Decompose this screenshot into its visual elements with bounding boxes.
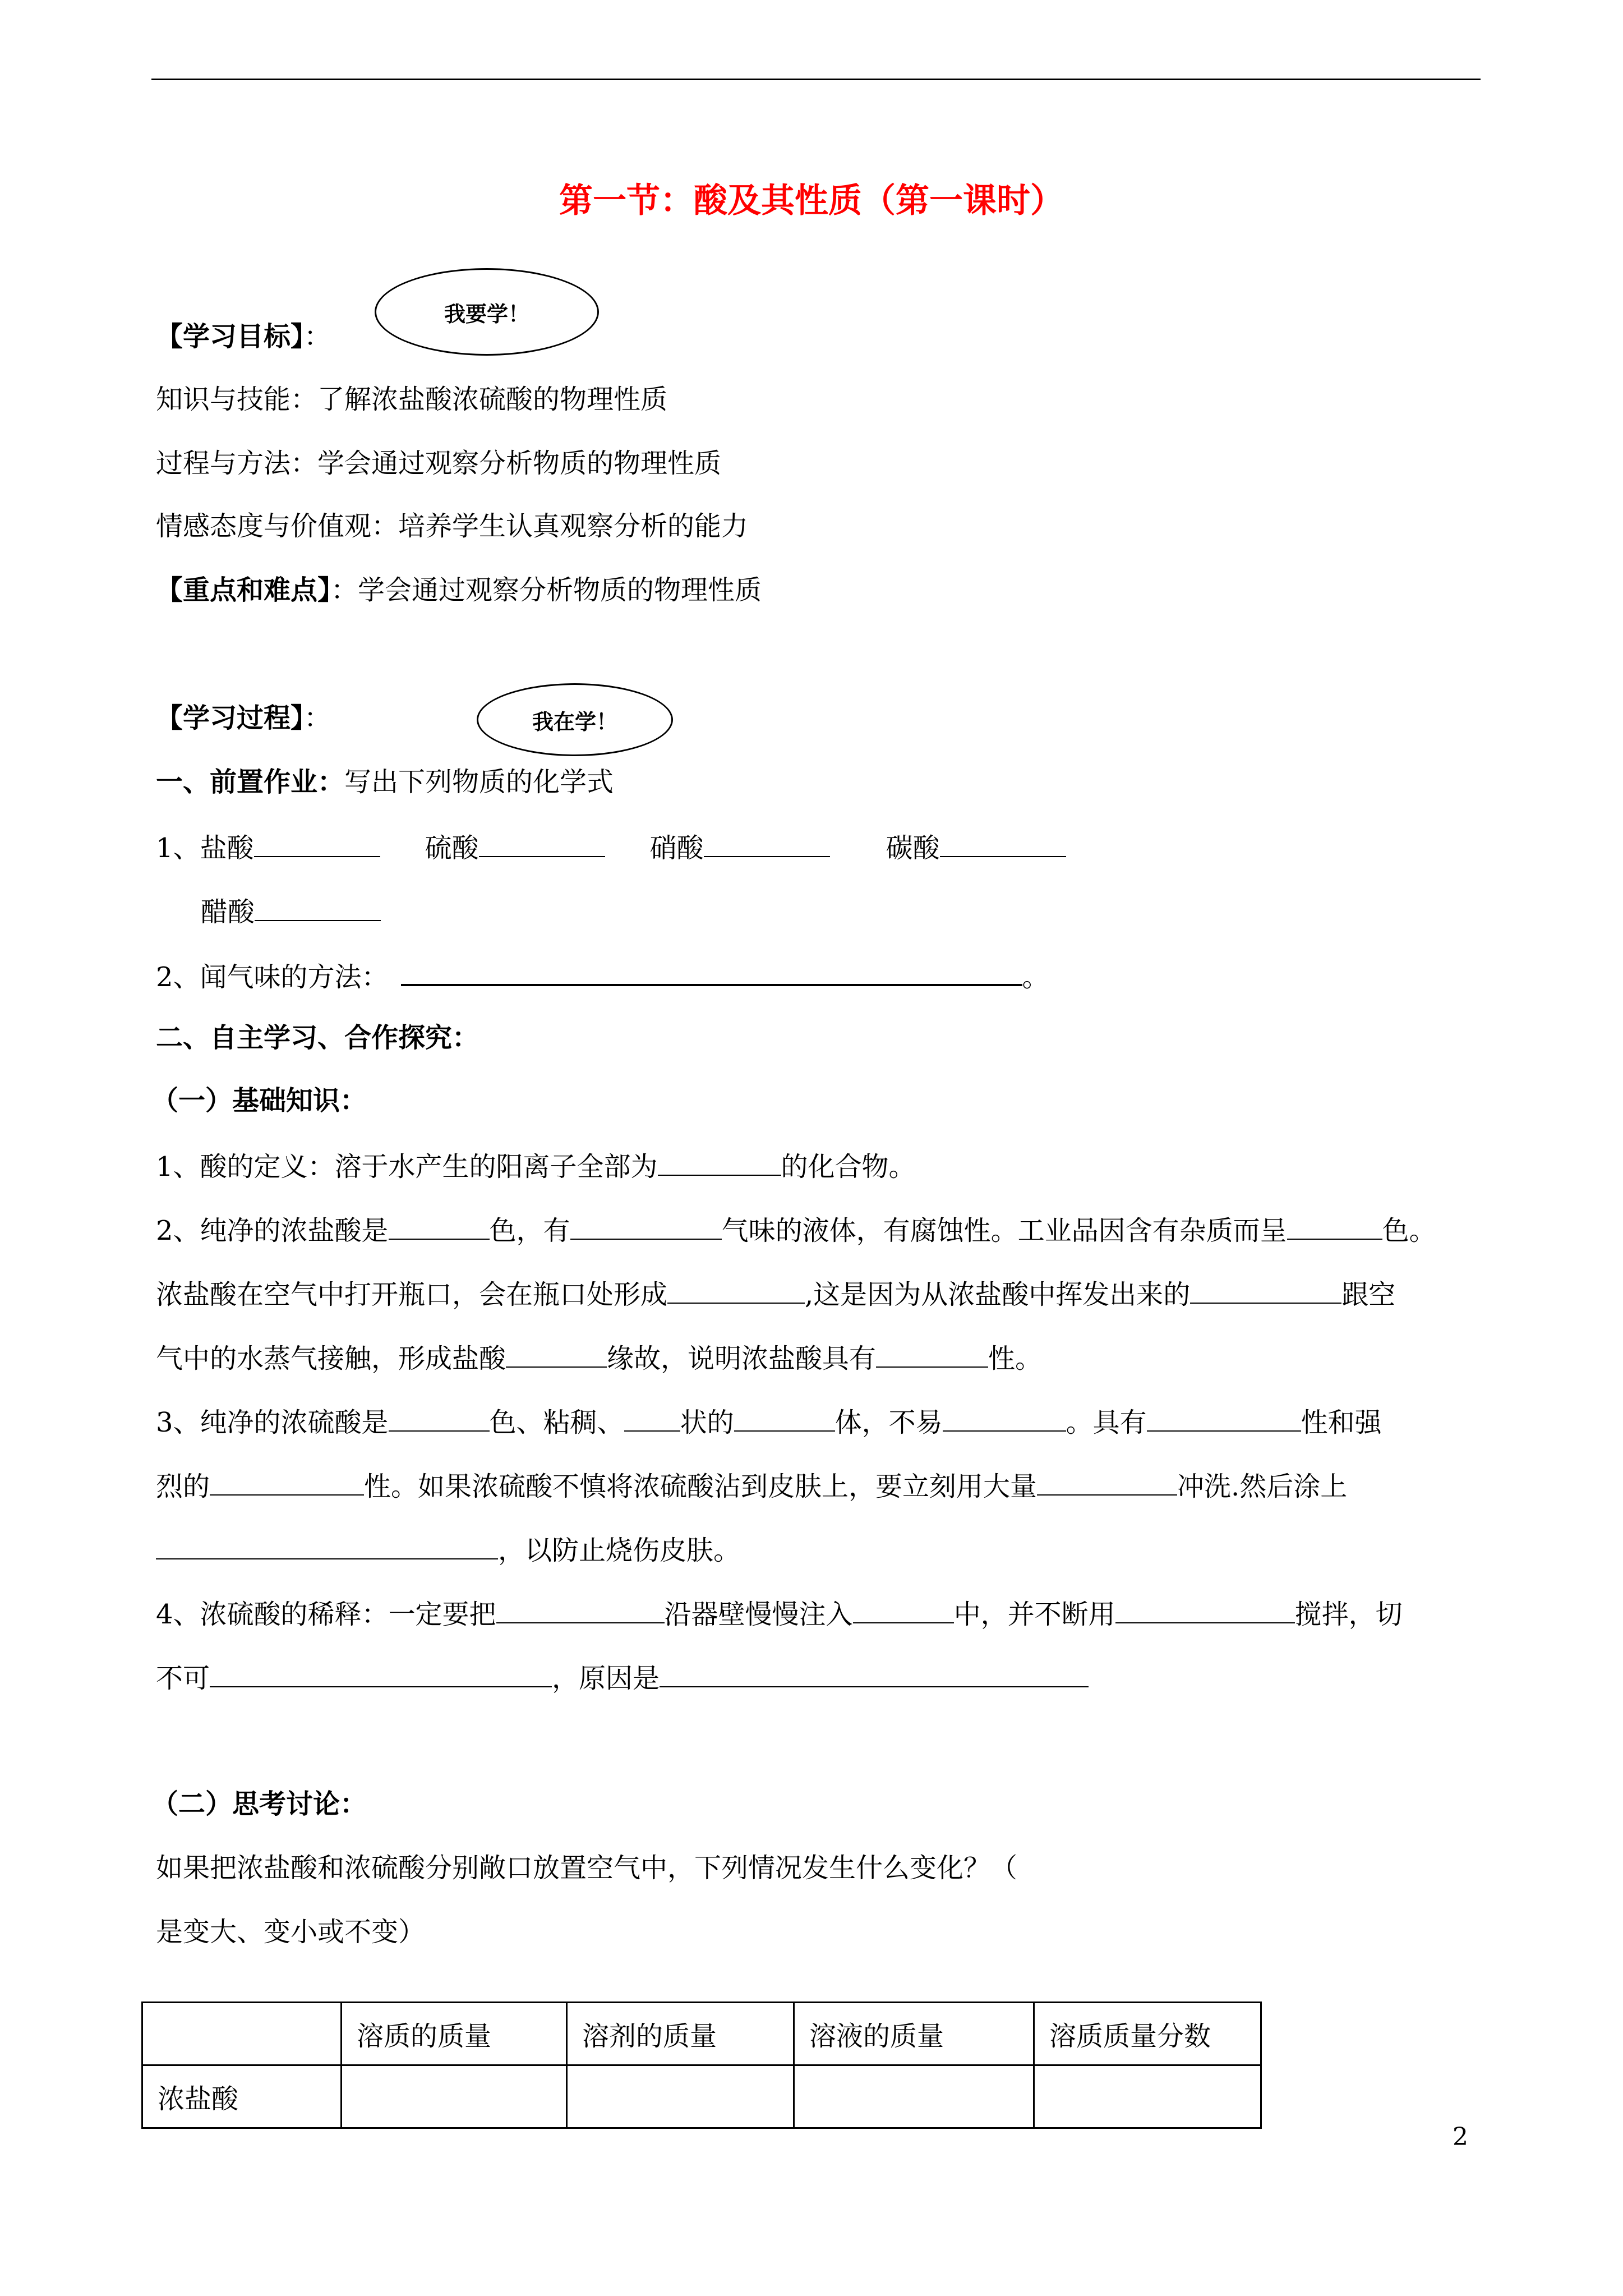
answer-blank[interactable] [156, 1530, 498, 1559]
objective-knowledge: 知识与技能：了解浓盐酸浓硫酸的物理性质 [156, 384, 668, 415]
speech-bubble-learning [477, 683, 673, 756]
question-text: 。具有 [1066, 1407, 1147, 1438]
question-text: 2、纯净的浓盐酸是 [156, 1215, 389, 1246]
answer-blank[interactable] [254, 828, 380, 857]
table-header-cell: 溶液的质量 [794, 2003, 1034, 2065]
question-text: 3、纯净的浓硫酸是 [156, 1407, 389, 1438]
answer-blank[interactable] [496, 1594, 665, 1623]
question-text: 搅拌，切 [1294, 1599, 1403, 1630]
question-text: 沿器壁慢慢注入 [664, 1599, 853, 1630]
answer-blank[interactable] [210, 1658, 552, 1687]
table-cell[interactable] [567, 2065, 794, 2128]
bubble-text: 我要学！ [444, 301, 529, 326]
answer-blank[interactable] [1037, 1466, 1177, 1496]
question-text: 气味的液体，有腐蚀性。工业品因含有杂质而呈 [721, 1215, 1287, 1246]
acid-formula-row-2 [201, 892, 381, 930]
answer-blank[interactable] [660, 1658, 1089, 1687]
question-3-line-1 [156, 1402, 1382, 1441]
question-text: ,这是因为从浓盐酸中挥发出来的 [805, 1279, 1191, 1310]
answer-blank[interactable] [1147, 1402, 1301, 1432]
question-2-line-2 [156, 1274, 1395, 1313]
process-colon: ： [304, 702, 331, 734]
answer-blank[interactable] [704, 828, 830, 857]
question-text: ，以防止烧伤皮肤。 [498, 1535, 741, 1566]
smell-method-label: 2、闻气味的方法： [156, 961, 389, 993]
answer-blank[interactable] [506, 1338, 607, 1368]
answer-blank[interactable] [1115, 1594, 1295, 1623]
table-header-cell: 溶剂的质量 [567, 2003, 794, 2065]
bubble-text: 我在学！ [532, 708, 617, 734]
question-text: 性和强 [1301, 1407, 1382, 1438]
answer-blank[interactable] [1190, 1274, 1341, 1304]
answer-blank[interactable] [479, 828, 605, 857]
acid-label-carbonic: 碳酸 [886, 832, 940, 864]
answer-blank[interactable] [658, 1147, 781, 1176]
question-2-line-3 [156, 1338, 1042, 1377]
question-text: 缘故，说明浓盐酸具有 [607, 1343, 877, 1374]
answer-blank[interactable] [876, 1338, 988, 1368]
answer-blank[interactable] [1287, 1211, 1382, 1240]
question-4-line-1 [156, 1594, 1403, 1632]
process-heading: 【学习过程】 [156, 702, 305, 734]
acid-formula-row [156, 828, 1066, 866]
question-text: 气中的水蒸气接触，形成盐酸 [156, 1343, 506, 1374]
question-text: 跟空 [1341, 1279, 1396, 1310]
question-text: 色，有 [489, 1215, 570, 1246]
header-rule [151, 79, 1481, 80]
question-text: 性。 [988, 1343, 1043, 1374]
question-text: 不可 [156, 1663, 210, 1694]
question-4-line-2 [156, 1658, 1089, 1696]
table-cell[interactable] [794, 2065, 1034, 2128]
answer-blank[interactable] [210, 1466, 364, 1496]
table-header-cell: 溶质的质量 [342, 2003, 567, 2065]
key-points-heading: 【重点和难点】 [156, 574, 331, 606]
question-text: 色。 [1382, 1215, 1436, 1246]
objectives-colon: ： [304, 321, 331, 352]
question-text: 体，不易 [834, 1407, 943, 1438]
question-text: 色、粘稠、 [489, 1407, 624, 1438]
question-3-line-2 [156, 1466, 1347, 1504]
answer-blank[interactable] [734, 1402, 835, 1432]
speech-bubble-learn [375, 268, 599, 356]
question-text: 状的 [680, 1407, 734, 1438]
item-number: 1、 [156, 832, 200, 864]
acid-label-nitric: 硝酸 [649, 832, 704, 864]
question-text: 4、浓硫酸的稀释：一定要把 [156, 1599, 496, 1630]
section1-heading: 一、前置作业： [156, 766, 345, 798]
table-header-cell: 溶质质量分数 [1034, 2003, 1261, 2065]
question-1 [156, 1147, 916, 1185]
answer-blank[interactable] [940, 828, 1066, 857]
question-text: 1、酸的定义：溶于水产生的阳离子全部为 [156, 1151, 658, 1182]
answer-blank[interactable] [401, 956, 1022, 986]
question-text: 烈的 [156, 1471, 210, 1502]
acid-label-sulfuric: 硫酸 [425, 832, 479, 864]
question-text: 浓盐酸在空气中打开瓶口，会在瓶口处形成 [156, 1279, 668, 1310]
answer-blank[interactable] [389, 1211, 490, 1240]
question-text: 中，并不断用 [953, 1599, 1115, 1630]
question-3-line-3 [156, 1530, 740, 1568]
table-row [142, 2065, 1261, 2128]
page-number: 2 [1453, 2123, 1468, 2151]
objectives-heading: 【学习目标】 [156, 321, 305, 352]
question-text: ，原因是 [552, 1663, 660, 1694]
answer-blank[interactable] [389, 1402, 490, 1432]
section1-text: 写出下列物质的化学式 [344, 766, 614, 798]
acid-label-acetic: 醋酸 [201, 896, 255, 928]
acid-label-hydrochloric: 盐酸 [200, 832, 254, 864]
smell-method-line [156, 956, 1049, 995]
question-text: 性。如果浓硫酸不慎将浓硫酸沾到皮肤上，要立刻用大量 [364, 1471, 1038, 1502]
discussion-prompt-line-2: 是变大、变小或不变） [156, 1916, 426, 1948]
table-cell[interactable] [342, 2065, 567, 2128]
change-table [141, 2001, 1262, 2129]
question-text: 冲洗.然后涂上 [1177, 1471, 1348, 1502]
question-text: 的化合物。 [781, 1151, 916, 1182]
smell-method-end: 。 [1022, 961, 1049, 993]
key-points-text: ：学会通过观察分析物质的物理性质 [331, 574, 762, 606]
table-header-row [142, 2003, 1261, 2065]
objectives-heading-line [156, 319, 331, 355]
answer-blank[interactable] [853, 1594, 954, 1623]
page-title: 第一节：酸及其性质（第一课时） [559, 181, 1064, 220]
section2-heading: 二、自主学习、合作探究： [156, 1022, 479, 1053]
section1-heading-line [156, 764, 614, 800]
question-2-line-1 [156, 1211, 1436, 1249]
answer-blank[interactable] [943, 1402, 1066, 1432]
table-cell[interactable] [1034, 2065, 1261, 2128]
answer-blank[interactable] [667, 1274, 805, 1304]
table-header-cell [142, 2003, 342, 2065]
discussion-prompt-line-1: 如果把浓盐酸和浓硫酸分别敞口放置空气中，下列情况发生什么变化？（ [156, 1852, 1018, 1884]
key-points-line [156, 572, 762, 608]
subsection-basic-knowledge: （一）基础知识： [151, 1085, 367, 1116]
answer-blank[interactable] [624, 1402, 680, 1432]
answer-blank[interactable] [570, 1211, 722, 1240]
objective-process: 过程与方法：学会通过观察分析物质的物理性质 [156, 448, 722, 479]
process-heading-line [156, 700, 331, 736]
subsection-discussion: （二）思考讨论： [151, 1788, 367, 1820]
answer-blank[interactable] [255, 892, 381, 921]
objective-values: 情感态度与价值观：培养学生认真观察分析的能力 [156, 510, 749, 542]
table-row-label: 浓盐酸 [142, 2065, 342, 2128]
